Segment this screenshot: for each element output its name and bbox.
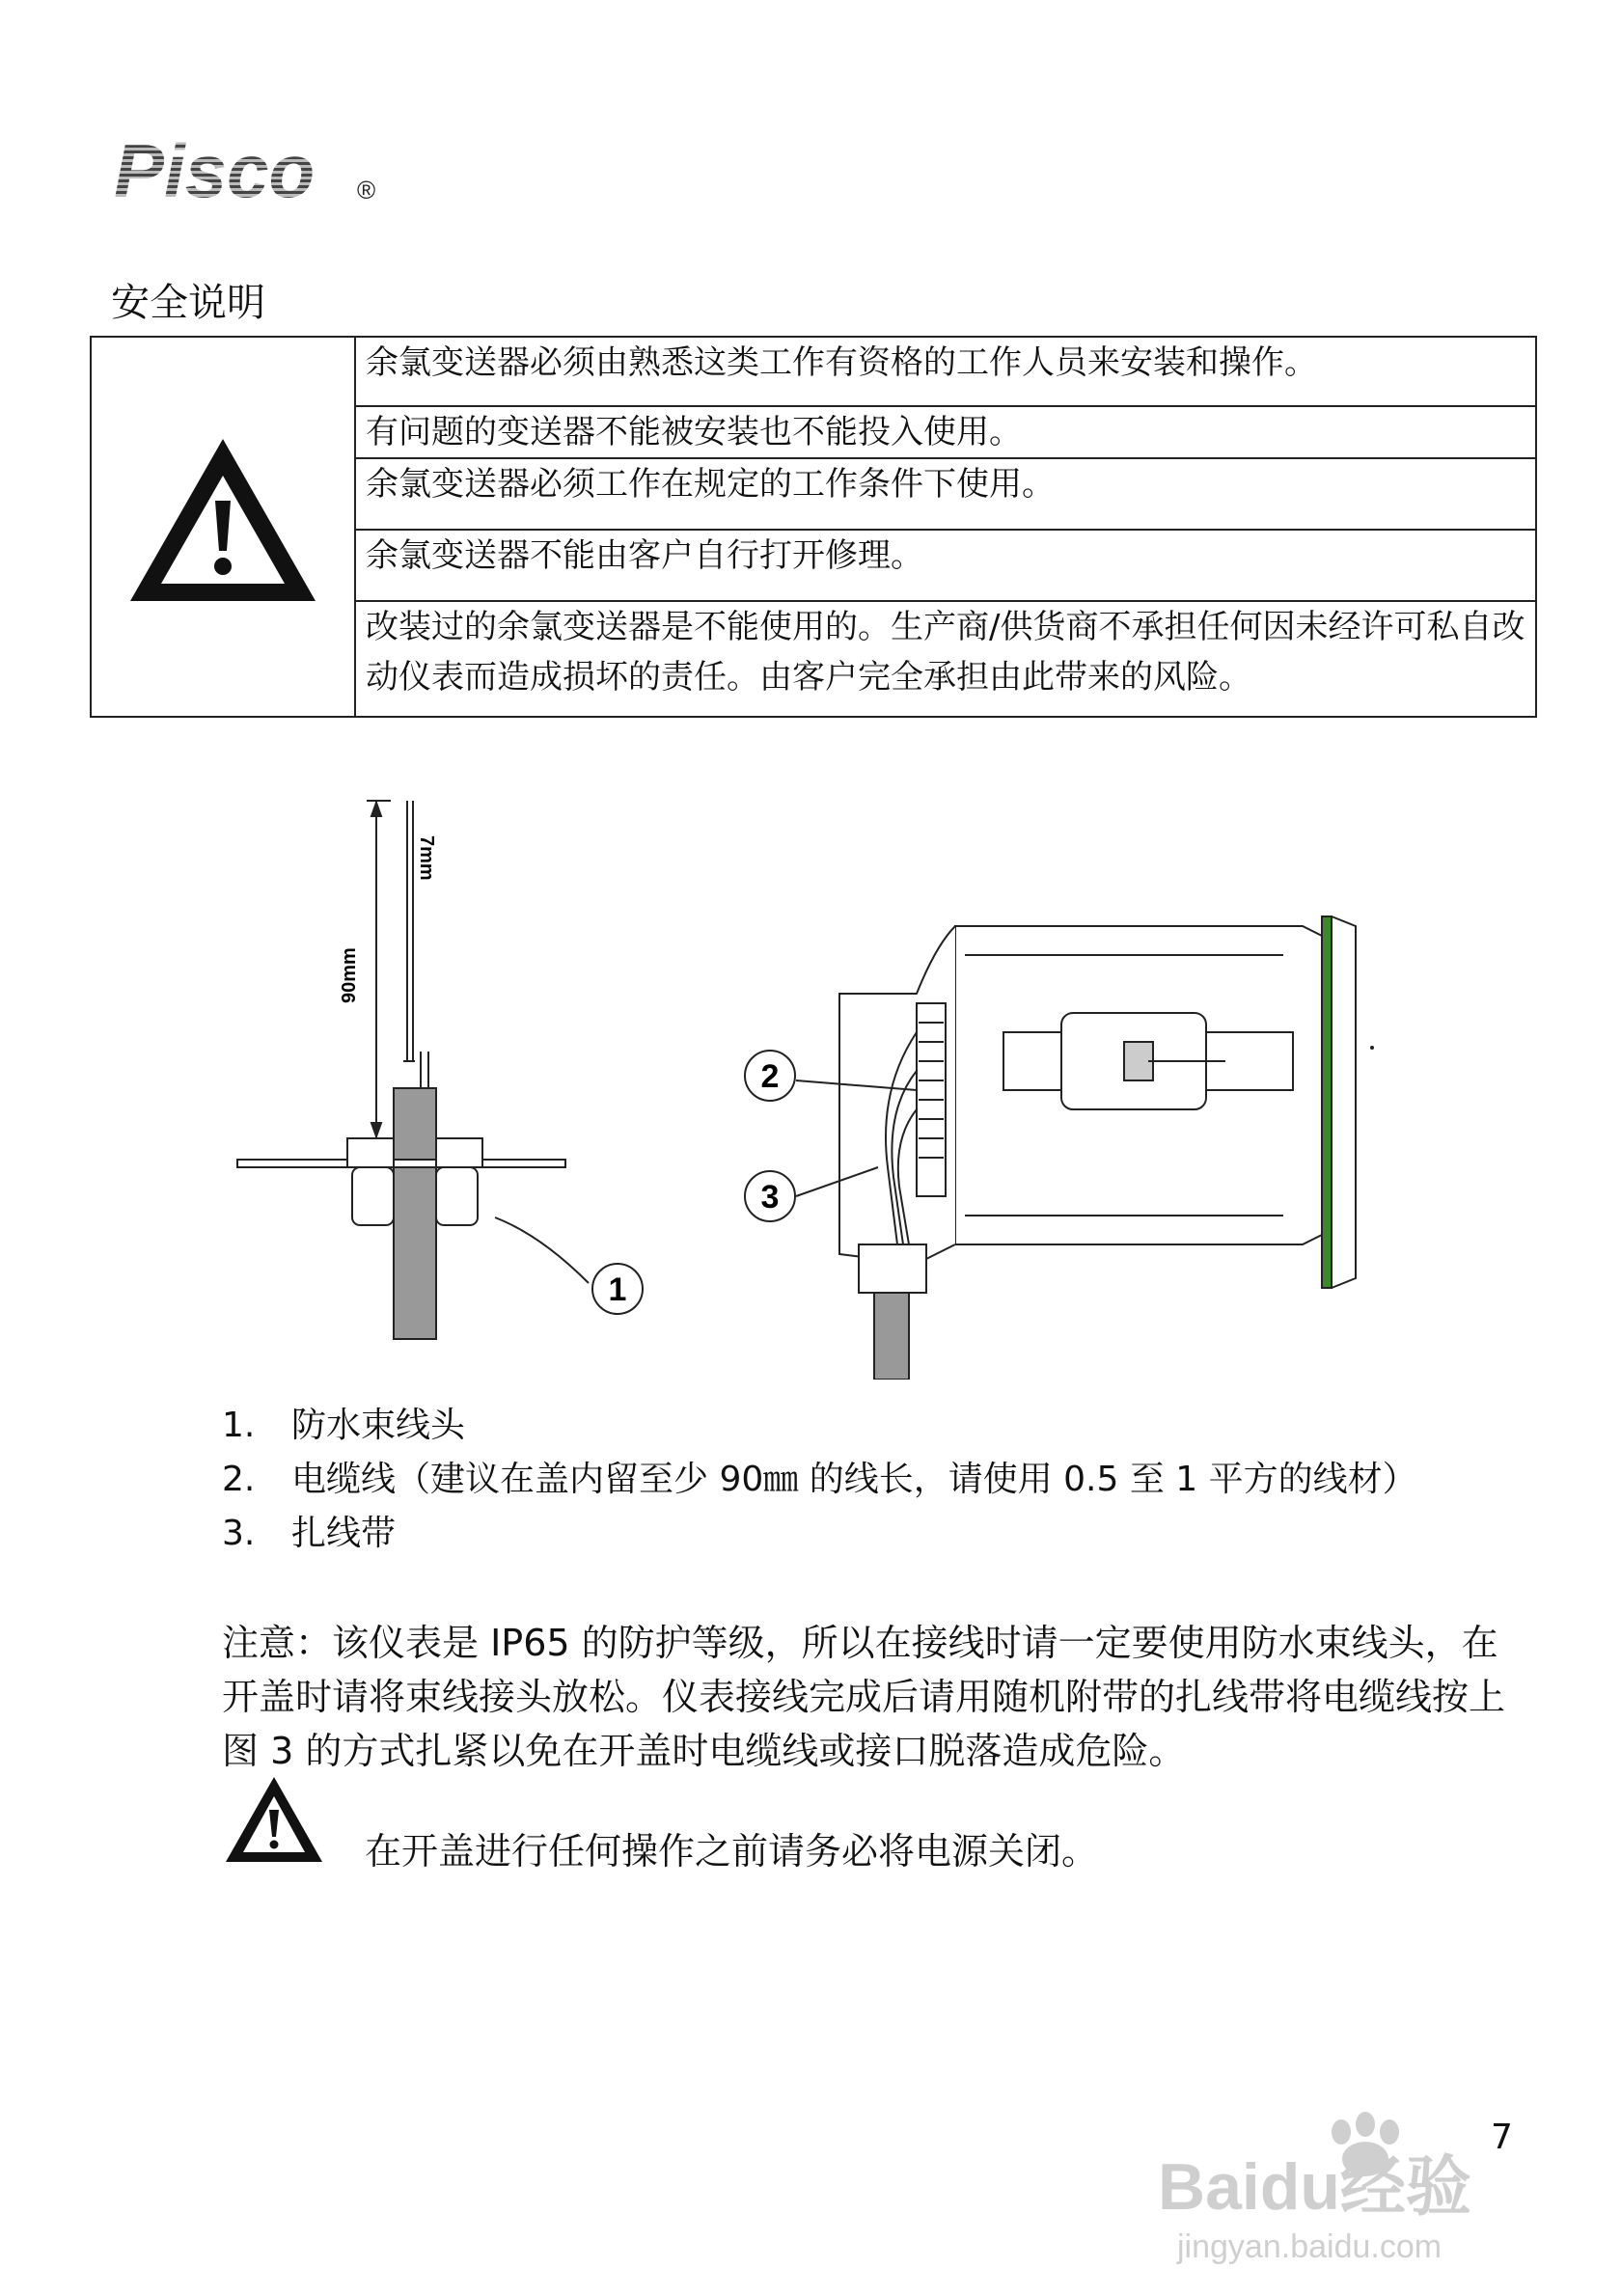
safety-row-1: 余氯变送器必须由熟悉这类工作有资格的工作人员来安装和操作。	[355, 337, 1536, 406]
callout-1: 1	[608, 1271, 627, 1308]
svg-text:Baidu经验: Baidu经验	[1158, 2150, 1471, 2224]
callout-2: 2	[760, 1058, 780, 1095]
safety-row-5: 改装过的余氯变送器是不能使用的。生产商/供货商不承担任何因未经许可私自改动仪表而造成损坏的责任。由客户完全承担由此带来的风险。	[355, 601, 1536, 717]
safety-row-3: 余氯变送器必须工作在规定的工作条件下使用。	[355, 458, 1536, 530]
power-warning-text: 在开盖进行任何操作之前请务必将电源关闭。	[365, 1830, 1099, 1872]
legend-list	[222, 1399, 1417, 1561]
list-item: 2. 电缆线（建议在盖内留至少 90㎜ 的线长，请使用 0.5 至 1 平方的线材）	[222, 1460, 1417, 1499]
warning-cell	[91, 337, 355, 717]
safety-table	[90, 336, 1537, 718]
warning-triangle-icon	[224, 1775, 324, 1864]
pisco-logo	[114, 133, 403, 210]
safety-row-2: 有问题的变送器不能被安装也不能投入使用。	[355, 406, 1536, 458]
list-item: 1. 防水束线头	[222, 1406, 466, 1445]
svg-text:jingyan.baidu.com: jingyan.baidu.com	[1177, 2228, 1442, 2265]
cable-gland-figure	[237, 801, 643, 1339]
svg-text:7mm: 7mm	[416, 835, 437, 881]
safety-row-4: 余氯变送器不能由客户自行打开修理。	[355, 530, 1536, 601]
svg-text:Pisco: Pisco	[114, 133, 316, 210]
caution-note: 注意：该仪表是 IP65 的防护等级，所以在接线时请一定要使用防水束线头，在开盖时请将束线接头放松。仪表接线完成后请用随机附带的扎线带将电缆线按上图 3 的方式扎紧以免在开盖时电缆线或接口脱落造成危险。	[222, 1622, 1506, 1772]
transmitter-figure	[745, 916, 1356, 1380]
svg-text:®: ®	[357, 176, 376, 205]
section-title: 安全说明	[111, 281, 265, 325]
list-item: 3. 扎线带	[222, 1514, 397, 1553]
wiring-diagram	[222, 781, 1438, 1380]
baidu-watermark	[1158, 2103, 1544, 2271]
page-number: 7	[1491, 2118, 1513, 2157]
callout-3: 3	[760, 1179, 780, 1216]
svg-text:90mm: 90mm	[339, 947, 360, 1003]
warning-triangle-icon	[126, 433, 319, 607]
